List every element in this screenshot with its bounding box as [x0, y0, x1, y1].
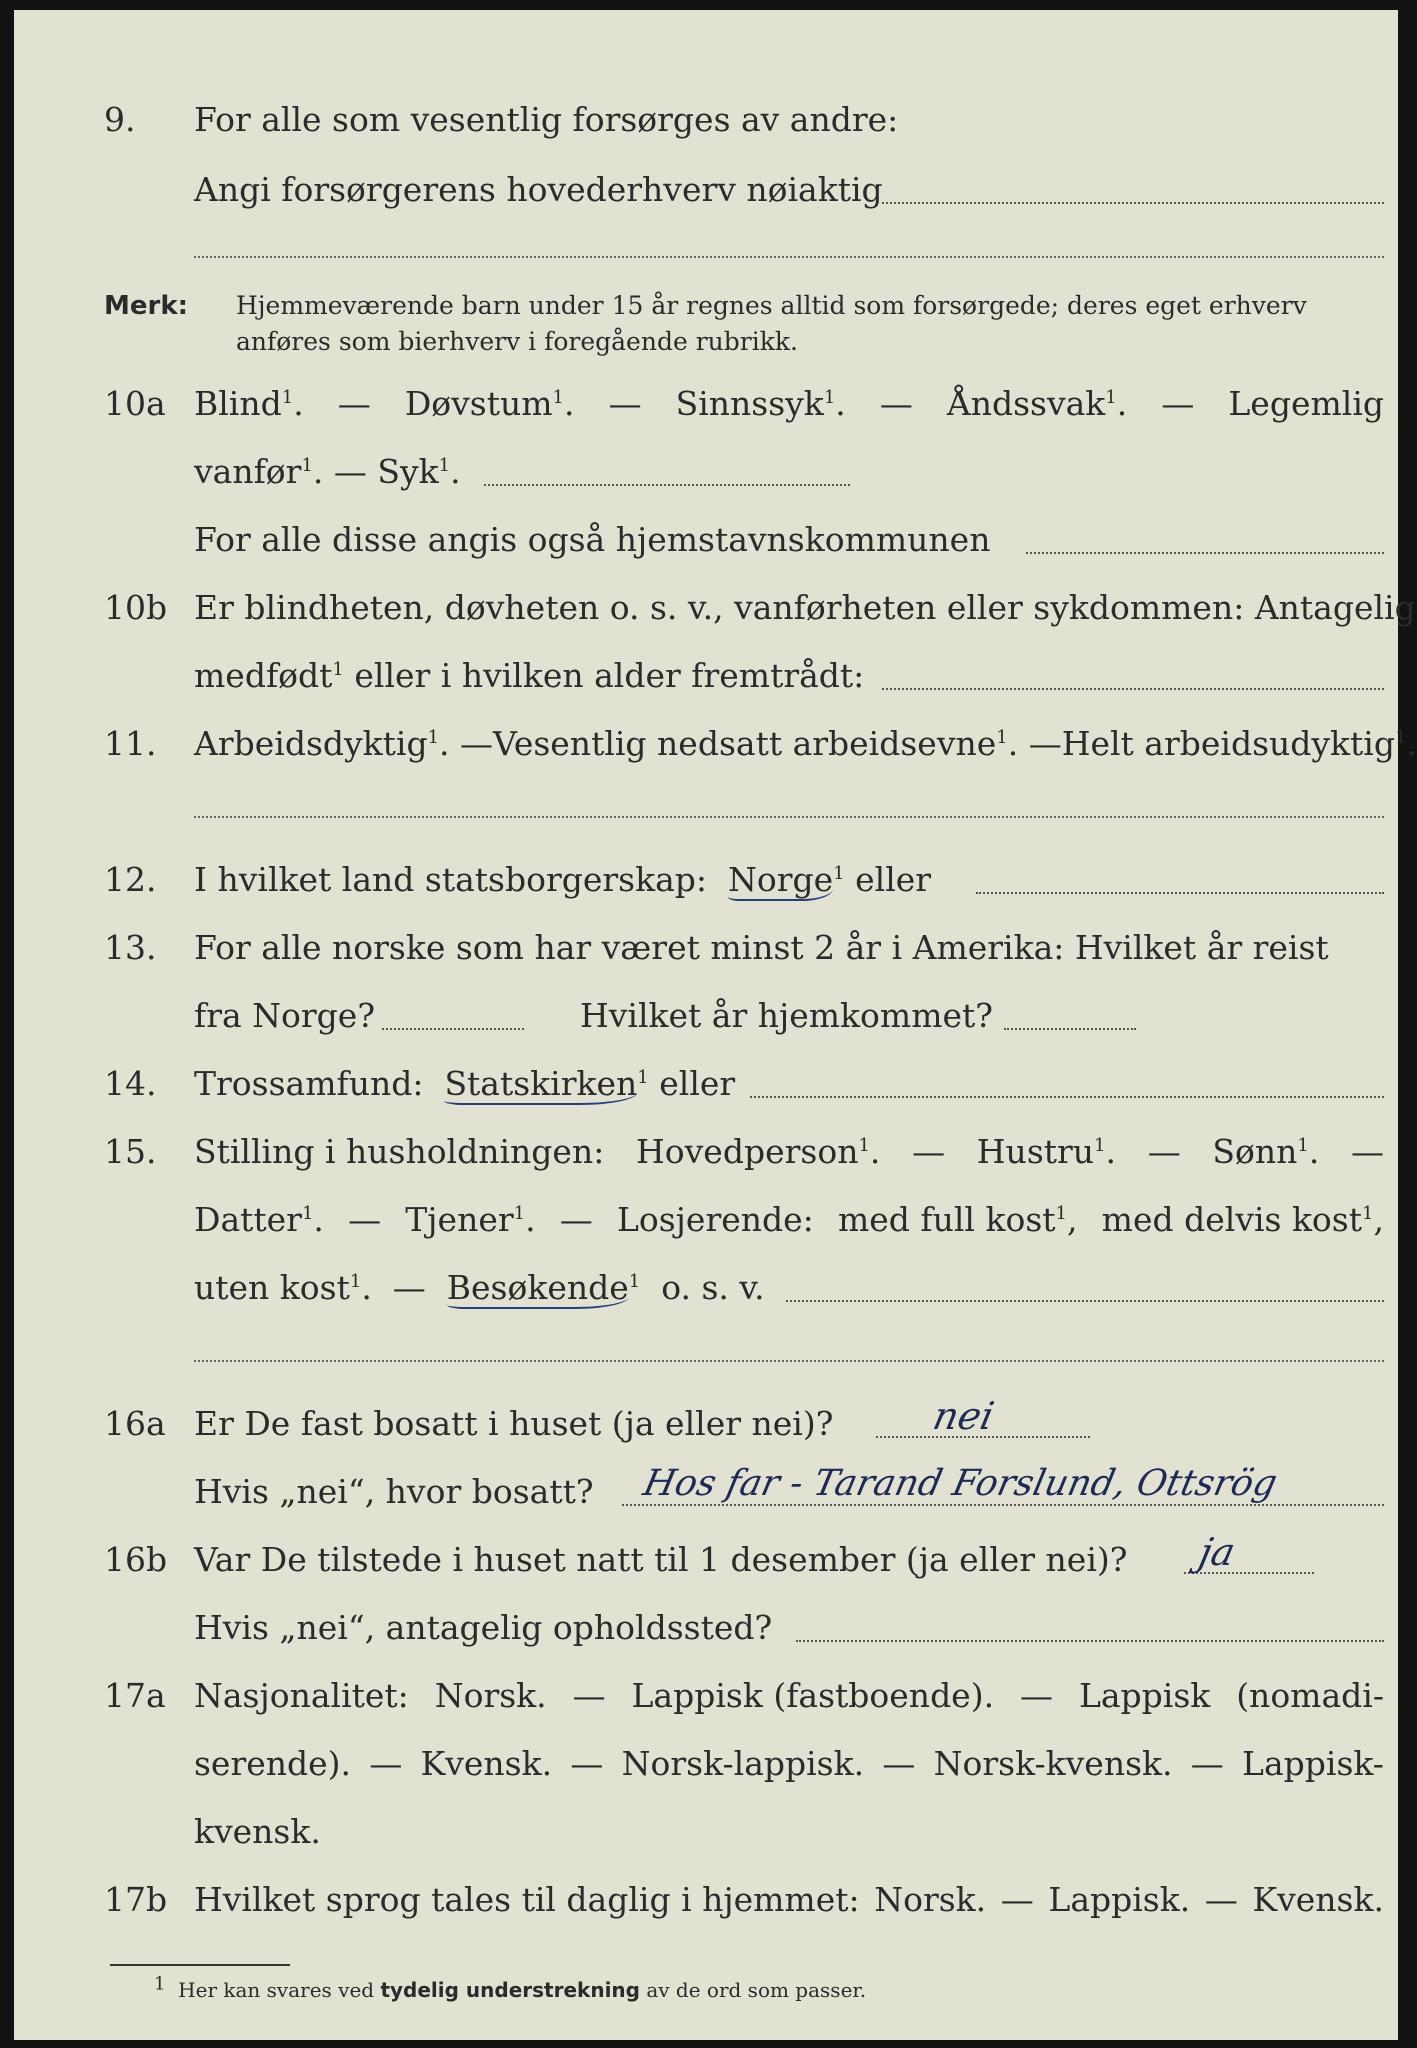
q16b-number: 16b	[104, 1540, 168, 1579]
q10a-line1	[194, 382, 1384, 426]
q15-line3: uten kost$^1$. — Besøkende$^1$ o. s. v.	[194, 1268, 765, 1307]
dash: —	[1161, 384, 1195, 423]
q10b-answer-field[interactable]	[882, 688, 1384, 690]
q16a-question: Er De fast bosatt i huset (ja eller nei)?	[194, 1404, 834, 1443]
merk-line2: anføres som bierhverv i foregående rubrikk.	[236, 327, 798, 356]
q13-line1: For alle norske som har været minst 2 år i Amerika: Hvilket år reist	[194, 928, 1329, 967]
q13-hjemkommet-field[interactable]	[1004, 1028, 1136, 1030]
q16b-opholdssted-field[interactable]	[796, 1640, 1384, 1642]
q11-extra-field[interactable]	[194, 816, 1384, 818]
q16b-handwritten-answer: ja	[1195, 1530, 1240, 1574]
q9-line2: Angi forsørgerens hovederhverv nøiaktig	[194, 170, 883, 209]
q9-number: 9.	[104, 100, 136, 139]
q9-line1: For alle som vesentlig forsørges av andre:	[194, 100, 899, 139]
q15-besokende-underlined: Besøkende	[446, 1268, 629, 1307]
q16b-question: Var De tilstede i huset natt til 1 desember (ja eller nei)?	[194, 1540, 1128, 1579]
dash: —	[337, 384, 371, 423]
q10b-line1: Er blindheten, døvheten o. s. v., vanførheten eller sykdommen: Antagelig	[194, 588, 1416, 627]
q10a-legemlig: Legemlig	[1228, 384, 1384, 423]
dash: —	[608, 384, 642, 423]
q14-answer-field[interactable]	[750, 1096, 1384, 1098]
q15-extra-field[interactable]	[194, 1360, 1384, 1362]
q10a-line2: vanfør$^1$. — Syk$^1$.	[194, 452, 461, 491]
q15-number: 15.	[104, 1132, 157, 1171]
q10a-andssvak: Åndssvak$^1$.	[946, 384, 1128, 423]
q16a-handwritten-bosatt: Hos far - Tarand Forslund, Ottsrög	[639, 1463, 1281, 1504]
q16a-question2: Hvis „nei“, hvor bosatt?	[194, 1472, 594, 1511]
q17a-number: 17a	[104, 1676, 166, 1715]
q12-answer-field[interactable]	[976, 892, 1384, 894]
q10a-blind: Blind$^1$.	[194, 384, 304, 423]
dash: —	[879, 384, 913, 423]
footnote-rule	[110, 1964, 290, 1966]
q15-line2: Datter$^1$. — Tjener$^1$. — Losjerende: med full kost$^1$, med delvis kost$^1$,	[194, 1200, 1384, 1239]
q17a-line1: Nasjonalitet: Norsk. — Lappisk (fastboende). — Lappisk (nomadi-	[194, 1676, 1384, 1715]
q13-reist-field[interactable]	[382, 1028, 524, 1030]
q15-answer-field[interactable]	[786, 1300, 1384, 1302]
q17b-number: 17b	[104, 1880, 168, 1919]
q13-fra-norge: fra Norge?	[194, 996, 376, 1035]
q12-norge-underlined: Norge	[728, 860, 834, 899]
q10a-dovstum: Døvstum$^1$.	[404, 384, 575, 423]
merk-line1: Hjemmeværende barn under 15 år regnes alltid som forsørgede; deres eget erhverv	[236, 291, 1307, 320]
q15-line1: Stilling i husholdningen: Hovedperson$^1$. — Hustru$^1$. — Sønn$^1$. —	[194, 1132, 1384, 1171]
q13-number: 13.	[104, 928, 157, 967]
q16a-number: 16a	[104, 1404, 166, 1443]
q9-answer-field[interactable]	[882, 202, 1384, 204]
q14-line: Trossamfund: Statskirken$^1$ eller	[194, 1064, 736, 1103]
q14-statskirken-underlined: Statskirken	[444, 1064, 638, 1103]
footnote: $^1$ Her kan svares ved tydelig understrekning av de ord som passer.	[154, 1973, 867, 2002]
q10a-hjemstavn-field[interactable]	[1026, 552, 1384, 554]
q17a-line2: serende). — Kvensk. — Norsk-lappisk. — Norsk-kvensk. — Lappisk-	[194, 1744, 1384, 1783]
q10a-number: 10a	[104, 384, 166, 423]
q16b-question2: Hvis „nei“, antagelig opholdssted?	[194, 1608, 773, 1647]
q9-extra-field[interactable]	[194, 256, 1384, 258]
q10a-answer-field[interactable]	[484, 484, 850, 486]
q12-line: I hvilket land statsborgerskap: Norge$^1$ eller	[194, 860, 932, 899]
q11-line: Arbeidsdyktig$^1$. — Vesentlig nedsatt arbeidsevne$^1$. — Helt arbeidsudyktig$^1$.	[194, 724, 1417, 763]
q12-number: 12.	[104, 860, 157, 899]
merk-label: Merk:	[104, 291, 189, 321]
q13-hjemkommet: Hvilket år hjemkommet?	[580, 996, 993, 1035]
q17b-line: Hvilket sprog tales til daglig i hjemmet: Norsk. — Lappisk. — Kvensk.	[194, 1880, 1384, 1919]
q10b-number: 10b	[104, 588, 168, 627]
q16a-handwritten-answer: nei	[929, 1394, 998, 1438]
q10a-sinnssyk: Sinnssyk$^1$.	[675, 384, 846, 423]
q17a-line3: kvensk.	[194, 1812, 321, 1851]
census-form-page	[14, 10, 1417, 2040]
q11-number: 11.	[104, 724, 157, 763]
q14-number: 14.	[104, 1064, 157, 1103]
q10b-line2: medfødt$^1$ eller i hvilken alder fremtrådt:	[194, 656, 865, 695]
q10a-line3: For alle disse angis også hjemstavnskommunen	[194, 520, 991, 559]
